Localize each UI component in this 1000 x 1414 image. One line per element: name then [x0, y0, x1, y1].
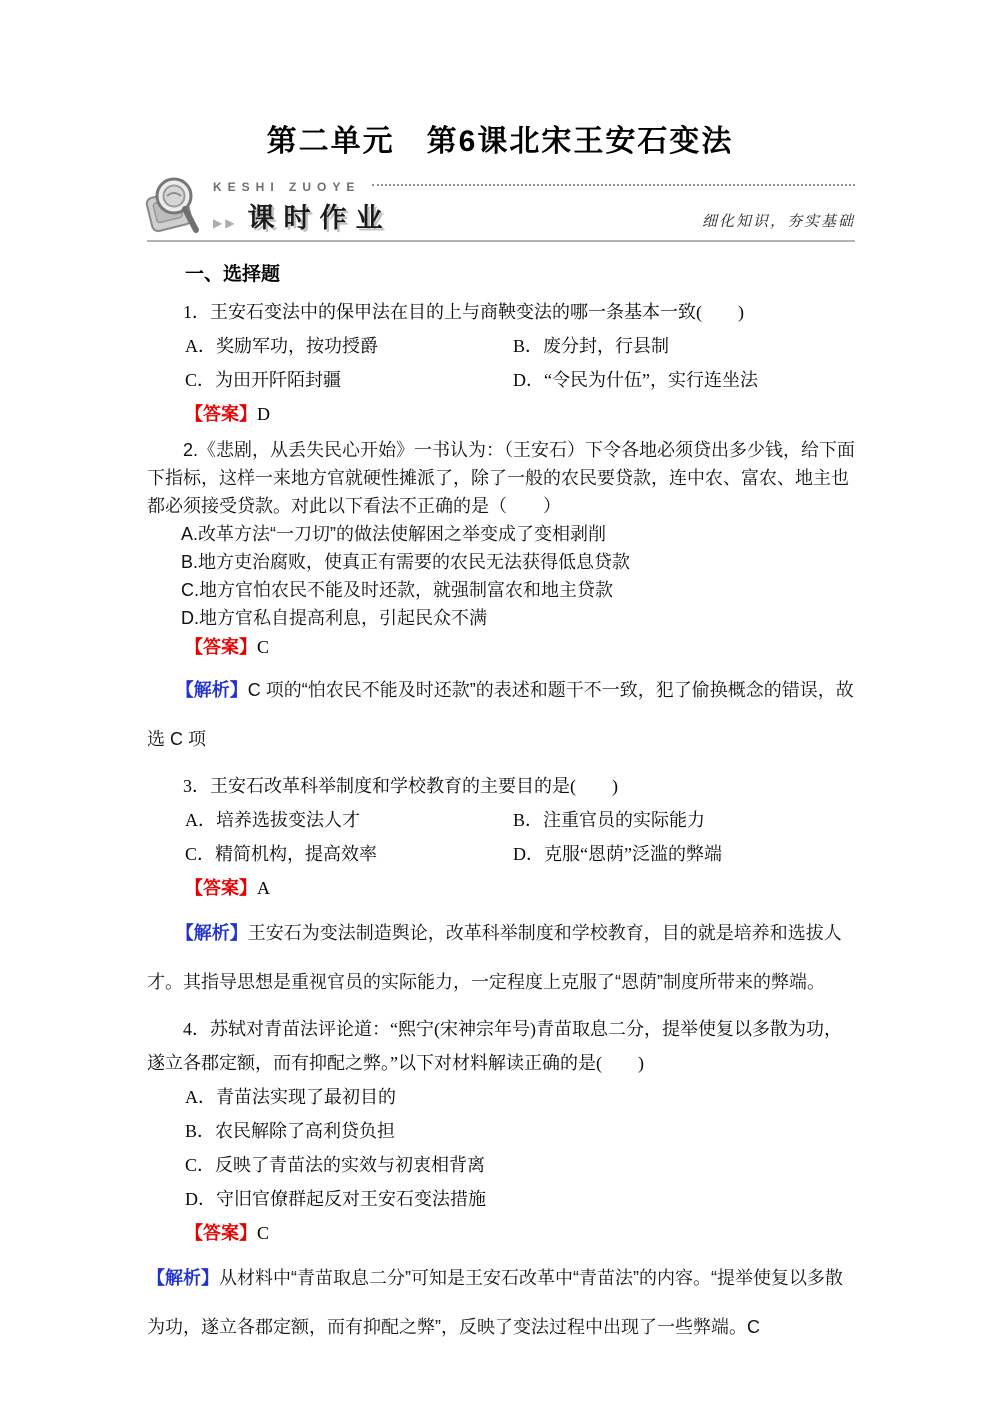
content-area	[147, 176, 855, 1352]
answer-letter: D	[257, 404, 270, 424]
option-c: C．反映了青苗法的实效与初衷相背离	[185, 1155, 486, 1175]
option-d: D．克服“恩荫”泛滥的弊端	[513, 844, 722, 864]
dotted-rule	[372, 184, 855, 186]
banner-slogan: 细化知识，夯实基础	[701, 214, 855, 230]
answer-line	[147, 632, 855, 662]
option-a: A．奖励军功，按功授爵	[185, 336, 378, 356]
option-b: B．废分封，行县制	[513, 336, 670, 356]
option-c: C.地方官怕农民不能及时还款，就强制富农和地主贷款	[181, 580, 613, 600]
answer-line	[147, 397, 855, 431]
analysis-paragraph	[147, 909, 855, 1007]
banner-main	[213, 176, 855, 235]
answer-letter: C	[257, 1223, 270, 1243]
double-arrow-icon: ▶▶	[213, 216, 238, 230]
option-row	[147, 329, 855, 363]
answer-label: 【答案】	[185, 637, 257, 657]
option-c: C．精简机构，提高效率	[185, 844, 378, 864]
question-4	[147, 1012, 855, 1352]
option-b: B．注重官员的实际能力	[513, 810, 706, 830]
option-row	[147, 837, 855, 871]
question-stem: 2.《悲剧，从丢失民心开始》一书认为：（王安石）下令各地必须贷出多少钱，给下面下指标，这样一来地方官就硬性摊派了，除了一般的农民要贷款，连中农、富农、地主也都必须接受贷款。对此以下看法不正确的是（ ）	[147, 440, 856, 516]
option-d: D.地方官私自提高利息，引起民众不满	[181, 608, 487, 628]
page-title: 第二单元 第6课北宋王安石变法	[266, 125, 734, 158]
banner-eyebrow: KESHI ZUOYE	[213, 180, 361, 194]
answer-label: 【答案】	[185, 404, 257, 424]
option-a: A．培养选拔变法人才	[185, 810, 360, 830]
option-c: C．为田开阡陌封疆	[185, 370, 342, 390]
analysis-label: 【解析】	[147, 1268, 219, 1288]
analysis-label: 【解析】	[175, 680, 248, 700]
answer-line	[147, 1216, 855, 1250]
option-d: D．守旧官僚群起反对王安石变法措施	[185, 1189, 486, 1209]
question-2	[147, 436, 855, 764]
option-a: A.改革方法“一刀切”的做法使解困之举变成了变相剥削	[181, 524, 606, 544]
analysis-label: 【解析】	[175, 923, 248, 943]
question-3	[147, 769, 855, 1007]
section-banner	[147, 176, 855, 242]
answer-label: 【答案】	[185, 1223, 257, 1243]
option-row	[147, 803, 855, 837]
banner-name: 课时作业	[247, 203, 392, 233]
question-stem: 3．王安石改革科举制度和学校教育的主要目的是( )	[183, 776, 618, 796]
question-stem: 4．苏轼对青苗法评论道：“熙宁(宋神宗年号)青苗取息二分，提举使复以多散为功，遂立各郡定额，而有抑配之弊。”以下对材料解读正确的是( )	[147, 1019, 842, 1073]
option-b: B．农民解除了高利贷负担	[185, 1121, 396, 1141]
answer-label: 【答案】	[185, 878, 257, 898]
analysis-paragraph	[147, 1254, 855, 1352]
answer-letter: A	[257, 878, 270, 898]
option-d: D．“令民为什伍”，实行连坐法	[513, 370, 758, 390]
section-heading: 一、选择题	[185, 264, 281, 285]
option-b: B.地方吏治腐败，使真正有需要的农民无法获得低息贷款	[181, 552, 631, 572]
option-row	[147, 363, 855, 397]
option-a: A．青苗法实现了最初目的	[185, 1087, 396, 1107]
analysis-text: 从材料中“青苗取息二分”可知是王安石改革中“青苗法”的内容。“提举使复以多散为功，遂立各郡定额，而有抑配之弊”，反映了变法过程中出现了一些弊端。C	[147, 1268, 843, 1337]
question-1	[147, 295, 855, 431]
question-stem: 1．王安石变法中的保甲法在目的上与商鞅变法的哪一条基本一致( )	[183, 302, 744, 322]
analysis-text: C 项的“怕农民不能及时还款”的表述和题干不一致，犯了偷换概念的错误，故选 C 项	[147, 680, 854, 749]
answer-letter: C	[257, 637, 270, 657]
analysis-text: 王安石为变法制造舆论，改革科举制度和学校教育，目的就是培养和选拔人才。其指导思想是重视官员的实际能力，一定程度上克服了“恩荫”制度所带来的弊端。	[147, 923, 842, 992]
answer-line	[147, 871, 855, 905]
magnifier-icon	[143, 174, 205, 238]
analysis-paragraph	[147, 666, 855, 764]
